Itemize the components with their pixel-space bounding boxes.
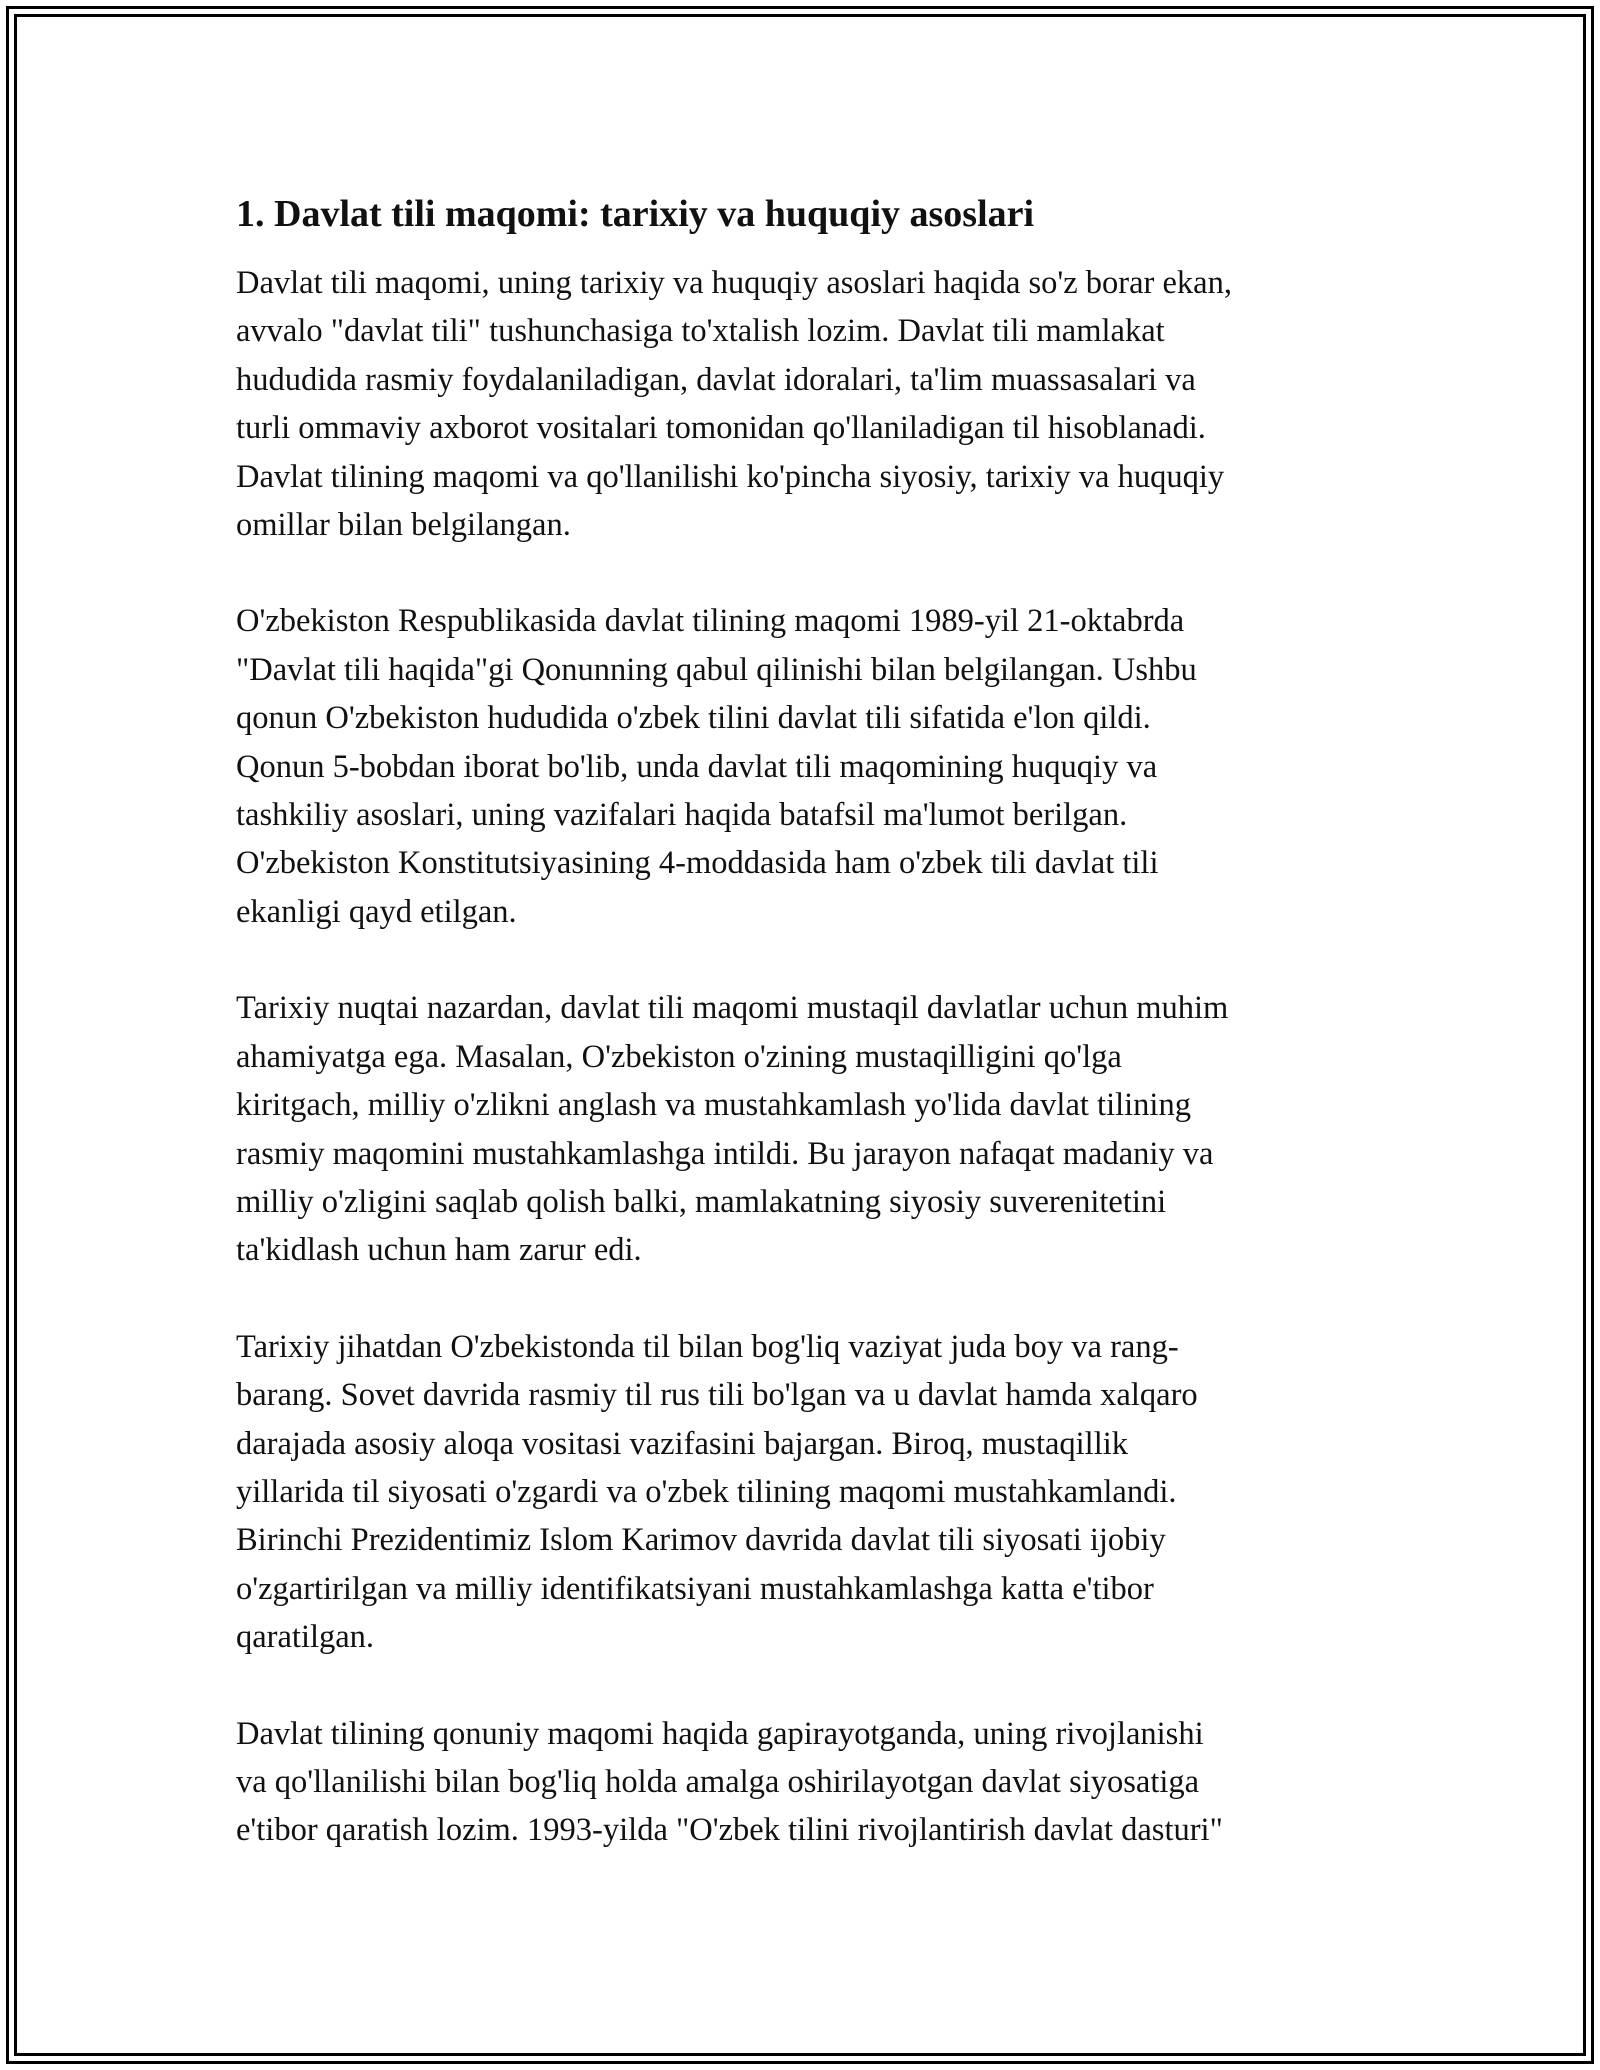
text-line: "Davlat tili haqida"gi Qonunning qabul qilinishi bilan belgilangan. Ushbu bbox=[236, 651, 1197, 688]
text-line: O'zbekiston Konstitutsiyasining 4-moddasida ham o'zbek tili davlat tili bbox=[236, 845, 1159, 882]
text-line: ta'kidlash uchun ham zarur edi. bbox=[236, 1232, 642, 1269]
text-line: Tarixiy nuqtai nazardan, davlat tili maqomi mustaqil davlatlar uchun muhim bbox=[236, 990, 1229, 1027]
paragraph-1 bbox=[236, 259, 1366, 549]
section-heading: 1. Davlat tili maqomi: tarixiy va huquqiy asoslari bbox=[236, 193, 1035, 235]
text-line: hududida rasmiy foydalaniladigan, davlat idoralari, ta'lim muassasalari va bbox=[236, 361, 1196, 398]
paragraph-2 bbox=[236, 597, 1366, 936]
text-line: Davlat tili maqomi, uning tarixiy va huquqiy asoslari haqida so'z borar ekan, bbox=[236, 265, 1232, 301]
paragraph-4 bbox=[236, 1323, 1366, 1662]
text-line: Birinchi Prezidentimiz Islom Karimov davrida davlat tili siyosati ijobiy bbox=[236, 1522, 1166, 1559]
text-line: va qo'llanilishi bilan bog'liq holda amalga oshirilayotgan davlat siyosatiga bbox=[236, 1763, 1200, 1800]
text-line: ahamiyatga ega. Masalan, O'zbekiston o'zining mustaqilligini qo'lga bbox=[236, 1038, 1122, 1075]
text-line: yillarida til siyosati o'zgardi va o'zbek tilining maqomi mustahkamlandi. bbox=[236, 1473, 1177, 1510]
paragraph-3 bbox=[236, 984, 1366, 1274]
text-line: qonun O'zbekiston hududida o'zbek tilini davlat tili sifatida e'lon qildi. bbox=[236, 700, 1151, 737]
text-line: barang. Sovet davrida rasmiy til rus tili bo'lgan va u davlat hamda xalqaro bbox=[236, 1377, 1198, 1414]
text-line: darajada asosiy aloqa vositasi vazifasini bajargan. Biroq, mustaqillik bbox=[236, 1425, 1129, 1462]
text-line: kiritgach, milliy o'zlikni anglash va mustahkamlash yo'lida davlat tilining bbox=[236, 1087, 1191, 1124]
text-line: omillar bilan belgilangan. bbox=[236, 507, 571, 544]
text-line: turli ommaviy axborot vositalari tomonidan qo'llaniladigan til hisoblanadi. bbox=[236, 410, 1206, 447]
text-line: e'tibor qaratish lozim. 1993-yilda "O'zbek tilini rivojlantirish davlat dasturi" bbox=[236, 1812, 1223, 1849]
text-line: o'zgartirilgan va milliy identifikatsiyani mustahkamlashga katta e'tibor bbox=[236, 1570, 1154, 1607]
text-line: Davlat tilining qonuniy maqomi haqida gapirayotganda, uning rivojlanishi bbox=[236, 1715, 1204, 1752]
text-line: rasmiy maqomini mustahkamlashga intildi. Bu jarayon nafaqat madaniy va bbox=[236, 1135, 1214, 1172]
text-line: Qonun 5-bobdan iborat bo'lib, unda davlat tili maqomining huquqiy va bbox=[236, 748, 1158, 785]
text-line: Davlat tilining maqomi va qo'llanilishi ko'pincha siyosiy, tarixiy va huquqiy bbox=[236, 458, 1225, 495]
text-line: avvalo "davlat tili" tushunchasiga to'xtalish lozim. Davlat tili mamlakat bbox=[236, 313, 1165, 350]
text-line: tashkiliy asoslari, uning vazifalari haqida batafsil ma'lumot berilgan. bbox=[236, 797, 1128, 834]
text-line: qaratilgan. bbox=[236, 1619, 375, 1656]
text-line: milliy o'zligini saqlab qolish balki, mamlakatning siyosiy suverenitetini bbox=[236, 1183, 1167, 1220]
text-line: ekanligi qayd etilgan. bbox=[236, 893, 517, 930]
text-line: O'zbekiston Respublikasida davlat tilining maqomi 1989-yil 21-oktabrda bbox=[236, 603, 1185, 640]
document-page bbox=[236, 186, 1366, 1903]
paragraph-5 bbox=[236, 1710, 1366, 1855]
text-line: Tarixiy jihatdan O'zbekistonda til bilan bog'liq vaziyat juda boy va rang- bbox=[236, 1328, 1179, 1365]
